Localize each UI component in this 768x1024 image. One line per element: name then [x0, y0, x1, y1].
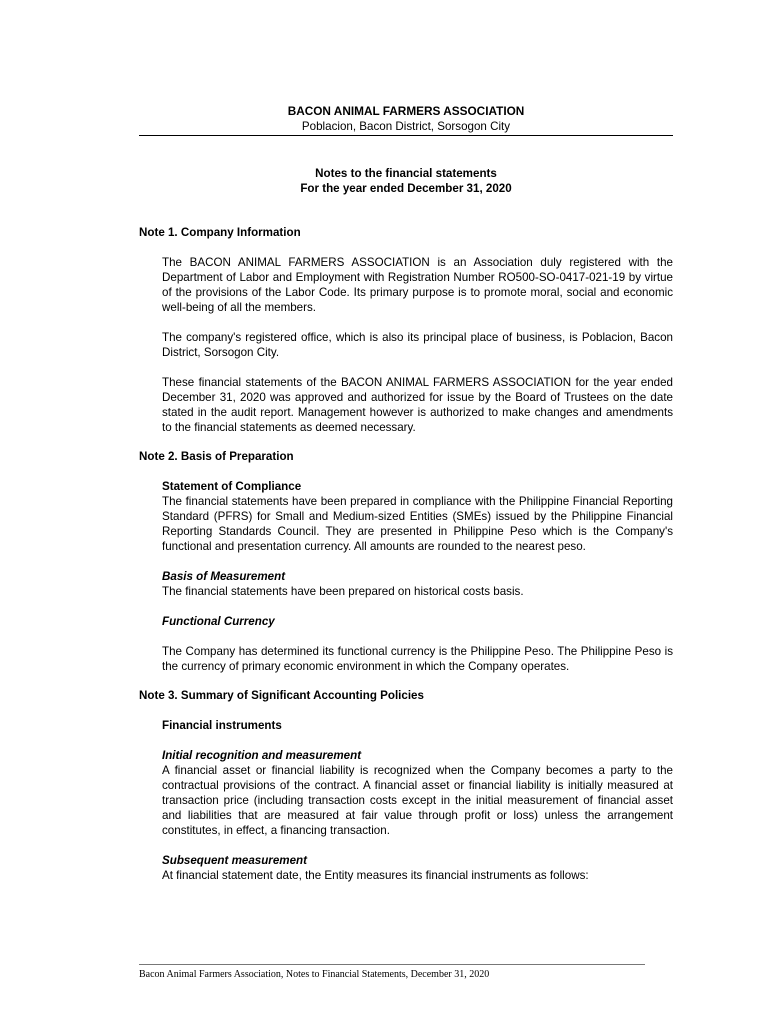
currency-title: Functional Currency: [162, 615, 275, 628]
notes-title: Notes to the financial statements: [315, 167, 497, 180]
initial-recognition-title: Initial recognition and measurement: [162, 749, 362, 762]
note3-heading: Note 3. Summary of Significant Accounting Policies: [139, 689, 424, 702]
footer-rule: [139, 964, 645, 965]
organization-name: BACON ANIMAL FARMERS ASSOCIATION: [287, 104, 525, 118]
document-header: [139, 104, 673, 134]
measurement-title: Basis of Measurement: [162, 570, 286, 583]
note2-heading: Note 2. Basis of Preparation: [139, 450, 294, 463]
measurement-text: The financial statements have been prepared on historical costs basis.: [162, 585, 524, 598]
subsequent-measurement-text: At financial statement date, the Entity measures its financial instruments as follows:: [162, 869, 589, 882]
note3-content: [162, 718, 673, 883]
note1-paragraph-2: The company's registered office, which is also its principal place of business, is Poblacion, Bacon District, Sorsogon City.: [162, 331, 673, 359]
period-title: For the year ended December 31, 2020: [300, 182, 512, 195]
document-titles: [139, 166, 673, 196]
note2-content: [162, 479, 673, 674]
document-body: [139, 225, 673, 883]
note1-heading: Note 1. Company Information: [139, 226, 301, 239]
financial-instruments-title: Financial instruments: [162, 719, 282, 732]
subsequent-measurement-title: Subsequent measurement: [162, 854, 307, 867]
document-page: [139, 0, 673, 1024]
note1-content: [162, 255, 673, 435]
initial-recognition-text: A financial asset or financial liability is recognized when the Company becomes a party to the contractual provisions of the contract. A financial asset or financial liability is initially measured at transaction price (including transaction costs except in the initial measurement of financial asset and liabilities that are measured at fair value through profit or loss) unless the arrangement constitutes, in effect, a financing transaction.: [162, 764, 673, 837]
note1-paragraph-1: The BACON ANIMAL FARMERS ASSOCIATION is an Association duly registered with the Department of Labor and Employment with Registration Number RO500-SO-0417-021-19 by virtue of the provisions of the Labor Code. Its primary purpose is to promote moral, social and economic well-being of all the members.: [162, 256, 673, 314]
compliance-text: The financial statements have been prepared in compliance with the Philippine Financial Reporting Standard (PFRS) for Small and Medium-sized Entities (SMEs) issued by the Philippine Financial Reporting Standards Council. They are presented in Philippine Peso which is the Company's functional and presentation currency. All amounts are rounded to the nearest peso.: [162, 495, 673, 553]
currency-text: The Company has determined its functional currency is the Philippine Peso. The Philippine Peso is the currency of primary economic environment in which the Company operates.: [162, 645, 673, 673]
compliance-title: Statement of Compliance: [162, 480, 302, 493]
page-footer: Bacon Animal Farmers Association, Notes to Financial Statements, December 31, 2020: [139, 969, 490, 980]
organization-address: Poblacion, Bacon District, Sorsogon City: [301, 120, 511, 133]
header-rule: [139, 135, 673, 136]
note1-paragraph-3: These financial statements of the BACON ANIMAL FARMERS ASSOCIATION for the year ended December 31, 2020 was approved and authorized for issue by the Board of Trustees on the date stated in the audit report. Management however is authorized to make changes and amendments to the financial statements as deemed necessary.: [162, 376, 673, 434]
